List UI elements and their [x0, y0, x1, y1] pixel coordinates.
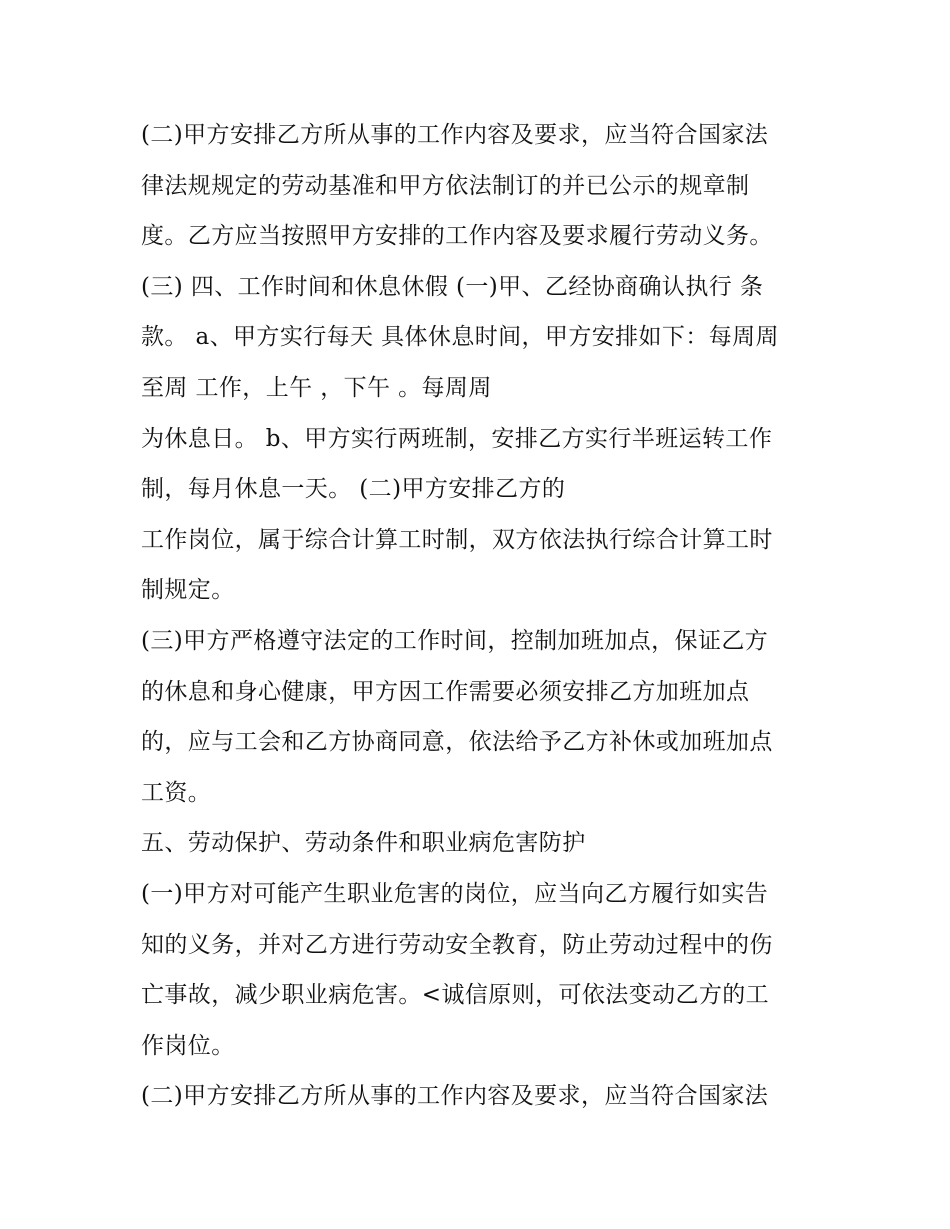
text-line: 款。 a、甲方实行每天 具体休息时间，甲方安排如下：每周周 — [141, 324, 779, 351]
text-line: (一)甲方对可能产生职业危害的岗位，应当向乙方履行如实告 — [141, 880, 769, 907]
text-line: 作岗位。 — [141, 1032, 235, 1059]
text-line: 至周 工作，上午 ，下午 。每周周 — [141, 374, 492, 401]
text-line: 的，应与工会和乙方协商同意，依法给予乙方补休或加班加点 — [141, 729, 773, 756]
document-body — [141, 110, 821, 1122]
text-line: (二)甲方安排乙方所从事的工作内容及要求，应当符合国家法 — [141, 1083, 769, 1110]
text-line: 度。乙方应当按照甲方安排的工作内容及要求履行劳动义务。 — [141, 223, 773, 250]
text-line: 制，每月休息一天。 (二)甲方安排乙方的 — [141, 476, 566, 503]
text-line: 制规定。 — [141, 577, 235, 604]
text-line: (二)甲方安排乙方所从事的工作内容及要求，应当符合国家法 — [141, 122, 769, 148]
text-line: 工作岗位，属于综合计算工时制，双方依法执行综合计算工时 — [141, 526, 773, 553]
section-heading: 五、劳动保护、劳动条件和职业病危害防护 — [141, 830, 586, 857]
text-line: 为休息日。 b、甲方实行两班制，安排乙方实行半班运转工作 — [141, 425, 773, 452]
text-line: 亡事故，减少职业病危害。<诚信原则，可依法变动乙方的工 — [141, 982, 770, 1009]
text-line: (三)甲方严格遵守法定的工作时间，控制加班加点，保证乙方 — [141, 627, 769, 654]
text-line: (三) 四、工作时间和休息休假 (一)甲、乙经协商确认执行 条 — [141, 273, 764, 300]
text-line: 的休息和身心健康，甲方因工作需要必须安排乙方加班加点 — [141, 678, 750, 705]
text-line: 知的义务，并对乙方进行劳动安全教育，防止劳动过程中的伤 — [141, 931, 773, 958]
text-line: 工资。 — [141, 779, 212, 806]
text-line: 律法规规定的劳动基准和甲方依法制订的并已公示的规章制 — [141, 172, 750, 199]
